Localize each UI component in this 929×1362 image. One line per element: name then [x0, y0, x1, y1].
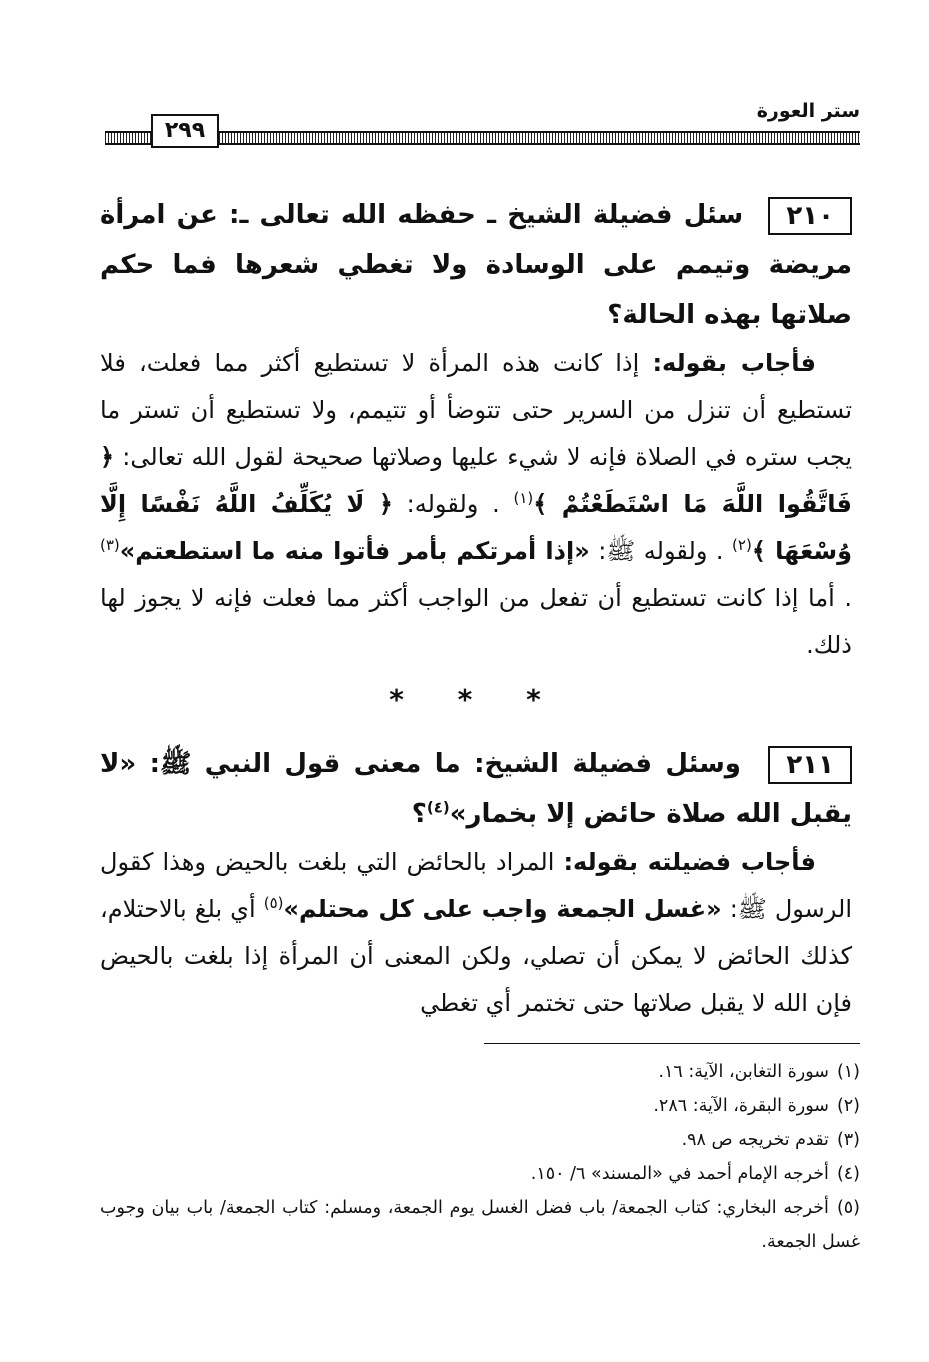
- footnote: [100, 1157, 860, 1191]
- footnote-number: (٥): [836, 1198, 860, 1218]
- footnote: [100, 1191, 860, 1259]
- footnote: [100, 1055, 860, 1089]
- footnote-ref: (٤): [426, 798, 450, 817]
- answer-text: . ولقوله:: [406, 490, 500, 518]
- answer-lead: فأجاب بقوله:: [652, 349, 816, 377]
- footnote-ref: (٢): [732, 536, 752, 554]
- question-211: [100, 739, 852, 839]
- footnote-text: تقدم تخريجه ص ٩٨.: [681, 1130, 829, 1150]
- footnote: [100, 1089, 860, 1123]
- footnote-ref: (٣): [100, 536, 120, 554]
- footnote-number: (١): [836, 1062, 860, 1082]
- answer-lead: فأجاب فضيلته بقوله:: [563, 848, 816, 876]
- footnote-number: (٣): [836, 1130, 860, 1150]
- footnote-text: أخرجه البخاري: كتاب الجمعة/ باب فضل الغسل يوم الجمعة، ومسلم: كتاب الجمعة/ باب بيان وجوب غسل الجمعة.: [100, 1198, 860, 1252]
- hadith-quote: «غسل الجمعة واجب على كل محتلم»: [283, 895, 722, 923]
- answer-text: أي بلغ بالاحتلام، كذلك الحائض لا يمكن أن تصلي، ولكن المعنى أن المرأة إذا بلغت بالحيض فإن الله لا يقبل صلاتها حتى تختمر أي تغطي: [100, 895, 852, 1017]
- section-separator: * * *: [389, 683, 563, 716]
- footnote-ref: (١): [513, 489, 534, 507]
- footnote-text: سورة التغابن، الآية: ١٦.: [658, 1062, 829, 1082]
- answer-text: إذا كانت هذه المرأة لا تستطيع أكثر مما فعلت، فلا تستطيع أن تنزل من السرير حتى تتوضأ أو تتيمم، ولا تستطيع أن تستر ما يجب ستره في الصلاة فإنه لا شيء عليها وصلاتها صحيحة لقول الله تعالى:: [100, 349, 852, 471]
- question-text: سئل فضيلة الشيخ ـ حفظه الله تعالى ـ: عن امرأة مريضة وتيمم على الوسادة ولا تغطي شعرها فما حكم صلاتها بهذه الحالة؟: [100, 200, 852, 330]
- page-number: ٢٩٩: [151, 114, 219, 148]
- quran-verse: ﴿ فَاتَّقُوا اللَّهَ مَا اسْتَطَعْتُمْ ﴾: [100, 443, 852, 518]
- question-mark: ؟: [411, 799, 427, 829]
- footnote-text: سورة البقرة، الآية: ٢٨٦.: [653, 1096, 829, 1116]
- footnote: [100, 1123, 860, 1157]
- main-content: [100, 190, 852, 1027]
- question-number-box: ٢١١: [768, 746, 852, 784]
- footnotes: [100, 1055, 860, 1259]
- answer-text: . أما إذا كانت تستطيع أن تفعل من الواجب أكثر مما فعلت فإنه لا يجوز لها ذلك.: [100, 584, 852, 659]
- hadith-quote: «إذا أمرتكم بأمر فأتوا منه ما استطعتم»: [119, 537, 590, 565]
- answer-210: [100, 340, 852, 669]
- footnote-number: (٤): [836, 1164, 860, 1184]
- question-number-box: ٢١٠: [768, 197, 852, 235]
- footnote-number: (٢): [836, 1096, 860, 1116]
- footnote-ref: (٥): [263, 894, 284, 912]
- footnote-separator: [484, 1043, 860, 1044]
- page-header: [105, 100, 860, 148]
- answer-211: [100, 839, 852, 1027]
- footnote-text: أخرجه الإمام أحمد في «المسند» ٦/ ١٥٠.: [530, 1164, 829, 1184]
- answer-text: . ولقوله ﷺ:: [598, 537, 724, 565]
- running-title: ستر العورة: [756, 100, 860, 122]
- answer-text: المراد بالحائض التي بلغت بالحيض وهذا كقول الرسول ﷺ:: [100, 848, 852, 923]
- question-text: وسئل فضيلة الشيخ: ما معنى قول النبي ﷺ: «لا يقبل الله صلاة حائض إلا بخمار»: [100, 749, 852, 829]
- question-210: [100, 190, 852, 340]
- quran-verse: ﴿ لَا يُكَلِّفُ اللَّهُ نَفْسًا إِلَّا وُسْعَهَا ﴾: [100, 490, 853, 565]
